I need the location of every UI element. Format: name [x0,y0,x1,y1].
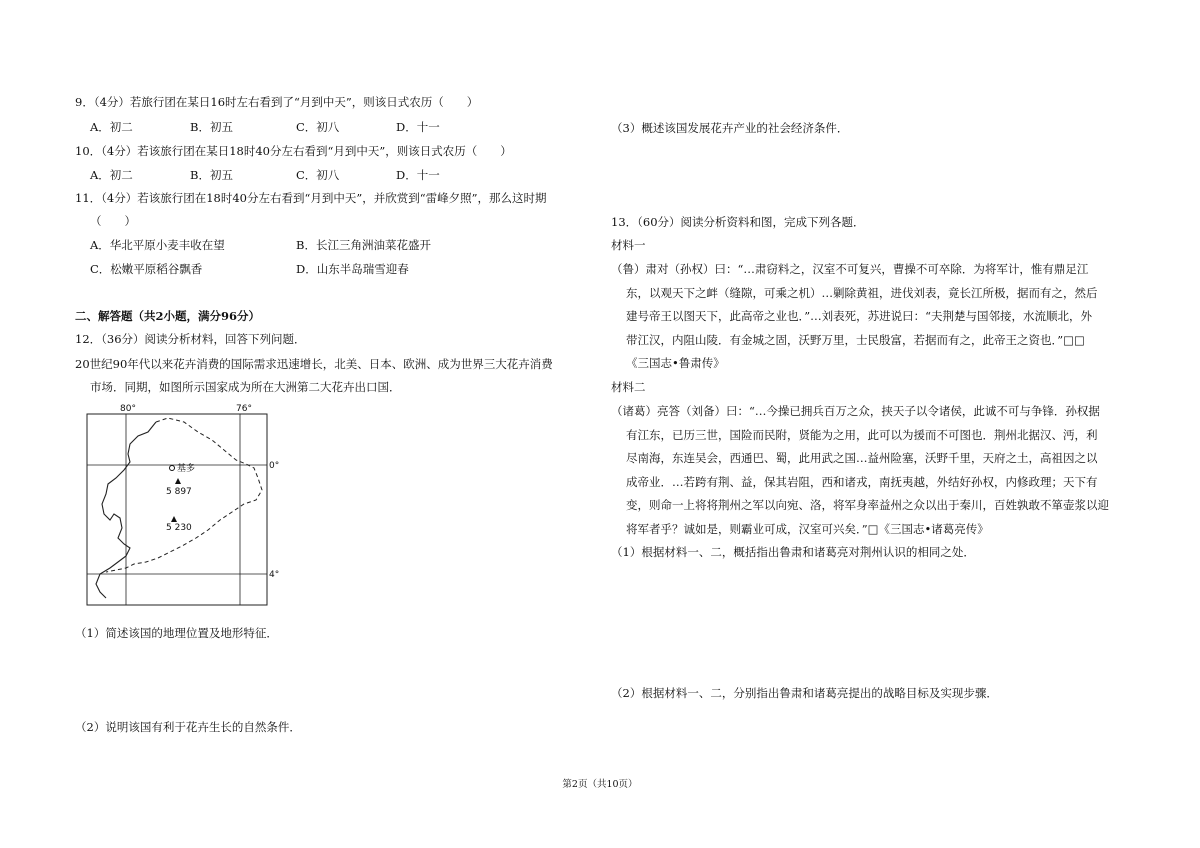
q13-sub2: （2）根据材料一、二，分别指出鲁肃和诸葛亮提出的战略目标及实现步骤． [611,686,998,700]
material2-line2: 有江东，已历三世，国险而民附，贤能为之用，此可以为援而不可图也．荆州北据汉、沔，利 [626,428,1098,442]
peak2-label: 5 230 [166,523,192,533]
q11-option-a: A．华北平原小麦丰收在望 [90,238,225,252]
q10-option-a: A．初二 [90,168,133,182]
material2-line5: 变，则命一上将将荆州之军以向宛、洛，将军身率益州之众以出于秦川，百姓孰敢不箪壶浆以迎 [626,498,1109,512]
material1-line3: 建号帝王以图天下，此高帝之业也．”…刘表死，苏进说曰：“夫荆楚与国邻接，水流顺北，外 [626,309,1093,323]
q9-option-c: C．初八 [296,120,340,134]
material1-line1: （鲁）肃对（孙权）曰：“…肃窃料之，汉室不可复兴，曹操不可卒除．为将军计，惟有鼎足江 [611,262,1089,276]
material1-source: 《三国志•鲁肃传》 [626,356,725,370]
page-footer: 第2页（共10页） [562,779,638,790]
peak1-marker [175,478,181,484]
q11-option-c: C．松嫩平原稻谷飘香 [90,262,203,276]
country-map [86,402,280,610]
city-label: 基多 [177,464,196,474]
q11-option-d: D．山东半岛瑞雪迎春 [296,262,409,276]
q12-material-line2: 市场．同期，如图所示国家成为所在大洲第二大花卉出口国． [90,380,401,394]
q10-option-c: C．初八 [296,168,340,182]
q10-stem: 10．（4分）若该旅行团在某日18时40分左右看到“月到中天”，则该日式农历（ ） [75,144,512,158]
material1-line4: 带江汉，内阻山陵．有金城之固，沃野万里，士民殷富，若据而有之，此帝王之资也．”□□ [626,333,1085,347]
material2-line1: （诸葛）亮答（刘备）曰：“…今操已拥兵百万之众，挟天子以令诸侯，此诚不可与争锋．孙权据 [611,404,1100,418]
q10-option-d: D．十一 [396,168,440,182]
lon-label-76: 76° [236,404,252,414]
q10-option-b: B．初五 [190,168,233,182]
q12-material-line1: 20世纪90年代以来花卉消费的国际需求迅速增长，北美、日本、欧洲、成为世界三大花卉消费 [75,357,553,371]
lat-label-0: 0° [269,461,280,471]
peak1-label: 5 897 [166,487,192,497]
material2-title: 材料二 [611,380,646,394]
section-heading: 二、解答题（共2小题，满分96分） [75,309,261,323]
peak2-marker [171,516,177,522]
material1-title: 材料一 [611,238,646,252]
lon-label-80: 80° [120,404,136,414]
q9-option-a: A．初二 [90,120,133,134]
q9-option-b: B．初五 [190,120,233,134]
q12-stem: 12．（36分）阅读分析材料，回答下列问题． [75,332,306,346]
material2-line3: 尽南海，东连吴会，西通巴、蜀，此用武之国…益州险塞，沃野千里，天府之土，高祖因之以 [626,451,1098,465]
q11-stem-cont: （ ） [90,214,136,228]
q11-option-b: B．长江三角洲油菜花盛开 [296,238,431,252]
q9-option-d: D．十一 [396,120,440,134]
q13-sub1: （1）根据材料一、二，概括指出鲁肃和诸葛亮对荆州认识的相同之处． [611,545,975,559]
q13-stem: 13．（60分）阅读分析资料和图，完成下列各题． [611,215,865,229]
material1-line2: 东，以观天下之衅（缝隙，可乘之机）…剿除黄祖，进伐刘表，竟长江所极，据而有之，然后 [626,286,1098,300]
capital-marker [170,466,175,471]
q12-sub2: （2）说明该国有利于花卉生长的自然条件． [75,720,301,734]
q12-sub1: （1）简述该国的地理位置及地形特征． [75,626,278,640]
lat-label-4: 4° [269,570,280,580]
q9-stem: 9．（4分）若旅行团在某日16时左右看到了“月到中天”，则该日式农历（ ） [75,95,479,109]
material2-line6: 将军者乎？诚如是，则霸业可成，汉室可兴矣．”□《三国志•诸葛亮传》 [626,522,989,536]
q12-sub3: （3）概述该国发展花卉产业的社会经济条件． [611,121,849,135]
material2-line4: 成帝业．…若跨有荆、益，保其岩阻，西和诸戎，南抚夷越，外结好孙权，内修政理；天下有 [626,475,1098,489]
q11-stem: 11．（4分）若该旅行团在18时40分左右看到“月到中天”，并欣赏到“雷峰夕照”，那么这时期 [75,191,547,205]
